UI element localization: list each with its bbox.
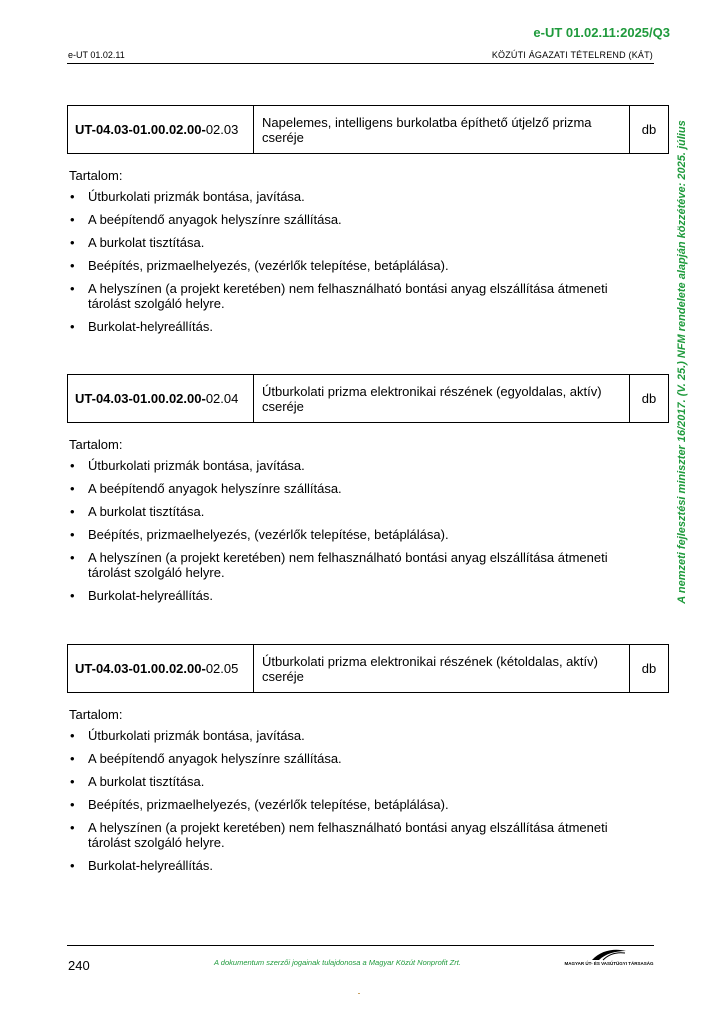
list-item: • A beépítendő anyagok helyszínre szállítása. xyxy=(70,481,342,496)
header-right: KÖZÚTI ÁGAZATI TÉTELREND (KÁT) xyxy=(491,50,653,60)
list-item: • Burkolat-helyreállítás. xyxy=(70,319,213,334)
list-item: • Útburkolati prizmák bontása, javítása. xyxy=(70,458,305,473)
contents-list xyxy=(67,458,667,603)
item-code-bold: UT-04.03-01.00.02.00- xyxy=(75,661,206,676)
item-description: Útburkolati prizma elektronikai részének (egyoldalas, aktív) cseréje xyxy=(254,375,630,423)
side-note xyxy=(671,96,693,628)
contents-label: Tartalom: xyxy=(69,168,123,183)
item-section-3 xyxy=(67,644,667,881)
list-item: • Útburkolati prizmák bontása, javítása. xyxy=(70,189,305,204)
item-code-rest: 02.03 xyxy=(205,122,239,137)
list-item: • A helyszínen (a projekt keretében) nem felhasználható bontási anyag elszállítása átmeneti tárolást szolgáló helyre. xyxy=(70,820,608,850)
item-code xyxy=(68,375,254,423)
item-unit: db xyxy=(630,106,669,154)
item-section-1 xyxy=(67,105,667,342)
contents-list xyxy=(67,189,667,334)
document-id: e-UT 01.02.11:2025/Q3 xyxy=(533,25,670,40)
header-left: e-UT 01.02.11 xyxy=(68,50,125,60)
item-code-bold: UT-04.03-01.00.02.00- xyxy=(75,391,206,406)
item-table xyxy=(67,374,669,423)
item-code-rest: 02.04 xyxy=(205,391,239,406)
road-swoosh-icon xyxy=(591,948,627,961)
item-code-bold: UT-04.03-01.00.02.00- xyxy=(75,122,206,137)
item-section-2 xyxy=(67,374,667,611)
copyright-notice: A dokumentum szerzői jogainak tulajdonosa a Magyar Közút Nonprofit Zrt. xyxy=(214,958,461,967)
list-item: • Beépítés, prizmaelhelyezés, (vezérlők telepítése, betáplálása). xyxy=(70,797,449,812)
item-unit: db xyxy=(630,645,669,693)
list-item: • A beépítendő anyagok helyszínre szállítása. xyxy=(70,212,342,227)
item-table xyxy=(67,105,669,154)
list-item: • Útburkolati prizmák bontása, javítása. xyxy=(70,728,305,743)
logo-text: MAGYAR ÚT- ÉS VASÚTÜGYI TÁRSASÁG xyxy=(564,961,654,966)
footer-rule xyxy=(67,945,654,946)
item-table xyxy=(67,644,669,693)
contents-label: Tartalom: xyxy=(69,707,123,722)
scan-dot xyxy=(358,993,360,994)
contents-list xyxy=(67,728,667,873)
list-item: • Burkolat-helyreállítás. xyxy=(70,858,213,873)
list-item: • Beépítés, prizmaelhelyezés, (vezérlők telepítése, betáplálása). xyxy=(70,258,449,273)
item-description: Útburkolati prizma elektronikai részének (kétoldalas, aktív) cseréje xyxy=(254,645,630,693)
list-item: • A burkolat tisztítása. xyxy=(70,504,205,519)
item-code xyxy=(68,106,254,154)
page-number: 240 xyxy=(68,958,90,973)
list-item: • A helyszínen (a projekt keretében) nem felhasználható bontási anyag elszállítása átmeneti tárolást szolgáló helyre. xyxy=(70,550,608,580)
item-unit: db xyxy=(630,375,669,423)
item-description: Napelemes, intelligens burkolatba építhető útjelző prizma cseréje xyxy=(254,106,630,154)
list-item: • Beépítés, prizmaelhelyezés, (vezérlők telepítése, betáplálása). xyxy=(70,527,449,542)
society-logo xyxy=(563,948,655,970)
contents-label: Tartalom: xyxy=(69,437,123,452)
item-code xyxy=(68,645,254,693)
header-rule xyxy=(67,63,654,64)
list-item: • A beépítendő anyagok helyszínre szállítása. xyxy=(70,751,342,766)
list-item: • Burkolat-helyreállítás. xyxy=(70,588,213,603)
list-item: • A burkolat tisztítása. xyxy=(70,235,205,250)
side-note-text: A nemzeti fejlesztési miniszter 16/2017. (V. 25.) NFM rendelete alapján közzétéve: 2025. július xyxy=(676,120,688,604)
item-code-rest: 02.05 xyxy=(205,661,239,676)
list-item: • A burkolat tisztítása. xyxy=(70,774,205,789)
list-item: • A helyszínen (a projekt keretében) nem felhasználható bontási anyag elszállítása átmeneti tárolást szolgáló helyre. xyxy=(70,281,608,311)
